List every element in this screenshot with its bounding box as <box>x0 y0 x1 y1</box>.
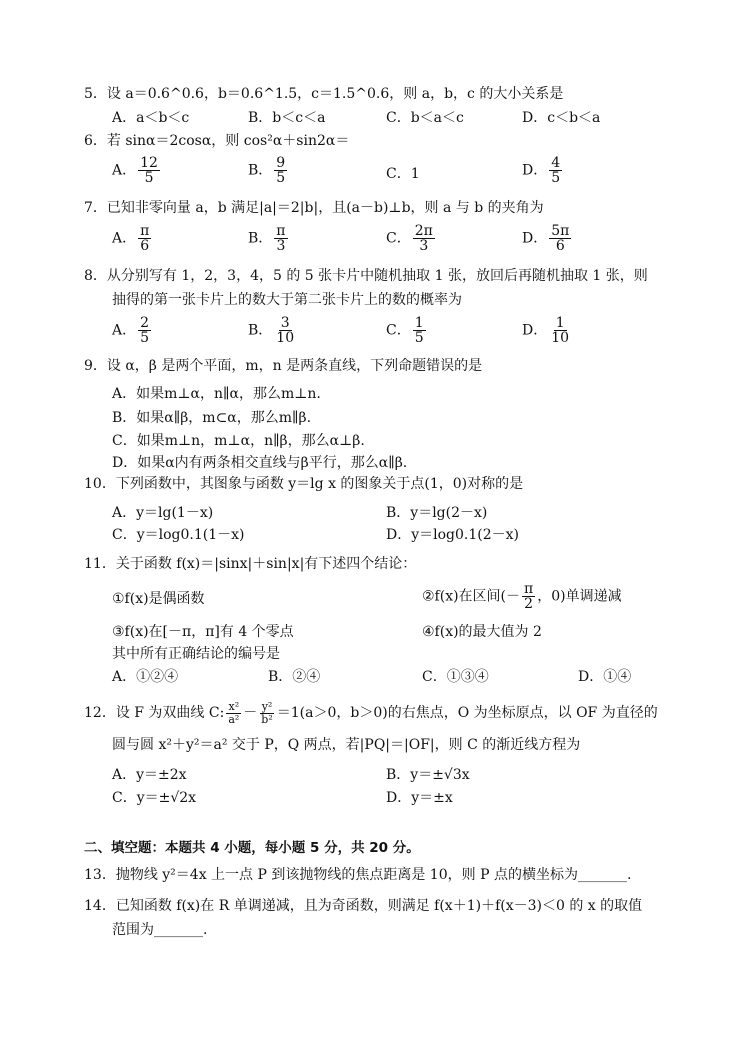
fraction <box>226 701 241 726</box>
q5-option-b: B．b＜c＜a <box>248 110 326 126</box>
denominator: 6 <box>140 238 150 254</box>
q5-stem: 5．设 a＝0.6^0.6，b＝0.6^1.5，c＝1.5^0.6，则 a，b，c 的大小关系是 <box>84 86 564 102</box>
q8-stem-line2: 抽得的第一张卡片上的数大于第二张卡片上的数的概率为 <box>112 292 462 308</box>
denominator: b² <box>261 712 273 726</box>
statement-text: ，0)单调递减 <box>537 588 622 605</box>
q8-option-d <box>522 316 573 345</box>
q10-option-a: A．y＝lg(1－x) <box>112 505 214 521</box>
q10-stem: 10．下列函数中，其图象与函数 y＝lg x 的图象关于点(1，0)对称的是 <box>84 476 524 492</box>
q6-stem: 6．若 sinα＝2cosα，则 cos²α＋sin2α＝ <box>84 133 350 149</box>
numerator: 5π <box>551 223 570 239</box>
denominator: 6 <box>555 238 565 254</box>
q11-statement-4: ④f(x)的最大值为 2 <box>422 624 542 640</box>
q9-option-b: B．如果α∥β，m⊂α，那么m∥β. <box>112 410 312 426</box>
denominator: 3 <box>419 238 429 254</box>
q12-stem-line2: 圆与圆 x²＋y²＝a² 交于 P，Q 两点，若|PQ|＝|OF|，则 C 的渐近线方程为 <box>112 737 581 753</box>
fraction <box>413 316 426 345</box>
numerator: 4 <box>551 155 561 171</box>
statement-text: ②f(x)在区间(－ <box>422 588 521 605</box>
option-label: A． <box>112 230 137 247</box>
denominator: 5 <box>551 170 561 186</box>
denominator: 10 <box>551 330 570 346</box>
option-label: D． <box>522 162 548 179</box>
q11-option-c: C．①③④ <box>422 669 489 685</box>
option-label: D． <box>522 230 548 247</box>
q11-option-d: D．①④ <box>578 669 632 685</box>
option-label: B． <box>248 322 273 339</box>
stem-text: ＝1(a＞0，b＞0)的右焦点，O 为坐标原点，以 OF 为直径的 <box>276 705 658 721</box>
fraction <box>274 316 296 345</box>
q6-option-a <box>112 156 162 185</box>
fraction <box>138 224 151 253</box>
denominator: 10 <box>276 330 295 346</box>
q7-option-d <box>522 224 573 253</box>
q11-option-a: A．①②④ <box>112 669 179 685</box>
option-label: A． <box>112 162 137 179</box>
q8-option-a <box>112 316 153 345</box>
q10-option-c: C．y＝log0.1(1－x) <box>112 527 245 543</box>
denominator: 5 <box>140 330 150 346</box>
numerator: 3 <box>280 315 290 331</box>
q11-stem: 11．关于函数 f(x)＝|sinx|＋sin|x|有下述四个结论： <box>84 556 417 572</box>
fraction <box>549 156 562 185</box>
q14-stem-line2: 范围为_______. <box>112 922 208 938</box>
q11-statement-2 <box>422 582 622 611</box>
q5-option-d: D．c＜b＜a <box>522 110 601 126</box>
q12-option-c: C．y＝±√2x <box>112 790 197 806</box>
q7-option-b <box>248 224 290 253</box>
q9-option-c: C．如果m⊥n，m⊥α，n∥β，那么α⊥β. <box>112 433 365 449</box>
q6-option-d <box>522 156 564 185</box>
option-label: C． <box>386 230 411 247</box>
fraction <box>274 156 287 185</box>
fraction <box>274 224 287 253</box>
q12-option-b: B．y＝±√3x <box>386 767 470 783</box>
fraction <box>138 156 160 185</box>
numerator: π <box>524 581 534 597</box>
q12-stem-line1 <box>84 700 658 726</box>
q14-stem-line1: 14．已知函数 f(x)在 R 单调递减，且为奇函数，则满足 f(x＋1)＋f(x－3)＜0 的 x 的取值 <box>84 898 643 914</box>
numerator: y² <box>261 699 273 713</box>
denominator: 3 <box>276 238 286 254</box>
q7-stem: 7．已知非零向量 a，b 满足|a|＝2|b|，且(a－b)⊥b，则 a 与 b 的夹角为 <box>84 200 544 216</box>
option-label: D． <box>522 322 548 339</box>
denominator: 5 <box>414 330 424 346</box>
numerator: 1 <box>414 315 424 331</box>
fraction <box>259 701 274 726</box>
q11-option-b: B．②④ <box>268 669 321 685</box>
numerator: 2 <box>140 315 150 331</box>
numerator: 2π <box>414 223 433 239</box>
numerator: x² <box>228 699 240 713</box>
q10-option-d: D．y＝log0.1(2－x) <box>386 527 519 543</box>
numerator: π <box>140 223 150 239</box>
q9-option-d: D．如果α内有两条相交直线与β平行，那么α∥β. <box>112 455 408 471</box>
denominator: 5 <box>144 170 154 186</box>
q9-stem: 9．设 α，β 是两个平面，m，n 是两条直线，下列命题错误的是 <box>84 358 483 374</box>
denominator: 5 <box>276 170 286 186</box>
section-2-heading: 二、填空题：本题共 4 小题，每小题 5 分，共 20 分。 <box>84 840 420 856</box>
fraction <box>522 582 535 611</box>
q13-stem: 13．抛物线 y²＝4x 上一点 P 到该抛物线的焦点距离是 10，则 P 点的横坐标为_______. <box>84 867 632 883</box>
q5-option-c: C．b＜a＜c <box>386 110 464 126</box>
numerator: 12 <box>140 155 158 171</box>
numerator: 9 <box>276 155 286 171</box>
q8-option-b <box>248 316 298 345</box>
q6-option-b <box>248 156 289 185</box>
q7-option-a <box>112 224 153 253</box>
fraction <box>549 224 571 253</box>
operator: － <box>243 705 258 721</box>
numerator: π <box>276 223 286 239</box>
stem-text: 12．设 F 为双曲线 C: <box>84 705 225 721</box>
q8-option-c <box>386 316 428 345</box>
q5-option-a: A．a＜b＜c <box>112 110 190 126</box>
q11-statement-1: ①f(x)是偶函数 <box>112 591 205 607</box>
fraction <box>138 316 151 345</box>
numerator: 1 <box>555 315 565 331</box>
option-label: B． <box>248 162 273 179</box>
q6-option-c: C．1 <box>386 166 420 182</box>
q9-option-a: A．如果m⊥α，n∥α，那么m⊥n. <box>112 386 321 402</box>
q7-option-c <box>386 224 437 253</box>
q10-option-b: B．y＝lg(2－x) <box>386 505 488 521</box>
q11-ask: 其中所有正确结论的编号是 <box>112 646 280 662</box>
denominator: 2 <box>524 596 534 612</box>
q11-statement-3: ③f(x)在[－π，π]有 4 个零点 <box>112 624 294 640</box>
q12-option-d: D．y＝±x <box>386 790 453 806</box>
option-label: B． <box>248 230 273 247</box>
q12-option-a: A．y＝±2x <box>112 767 187 783</box>
fraction <box>549 316 571 345</box>
denominator: a² <box>228 712 240 726</box>
fraction <box>413 224 435 253</box>
option-label: C． <box>386 322 411 339</box>
q8-stem-line1: 8．从分别写有 1，2，3，4，5 的 5 张卡片中随机抽取 1 张，放回后再随机抽取 1 张，则 <box>84 268 648 284</box>
option-label: A． <box>112 322 137 339</box>
